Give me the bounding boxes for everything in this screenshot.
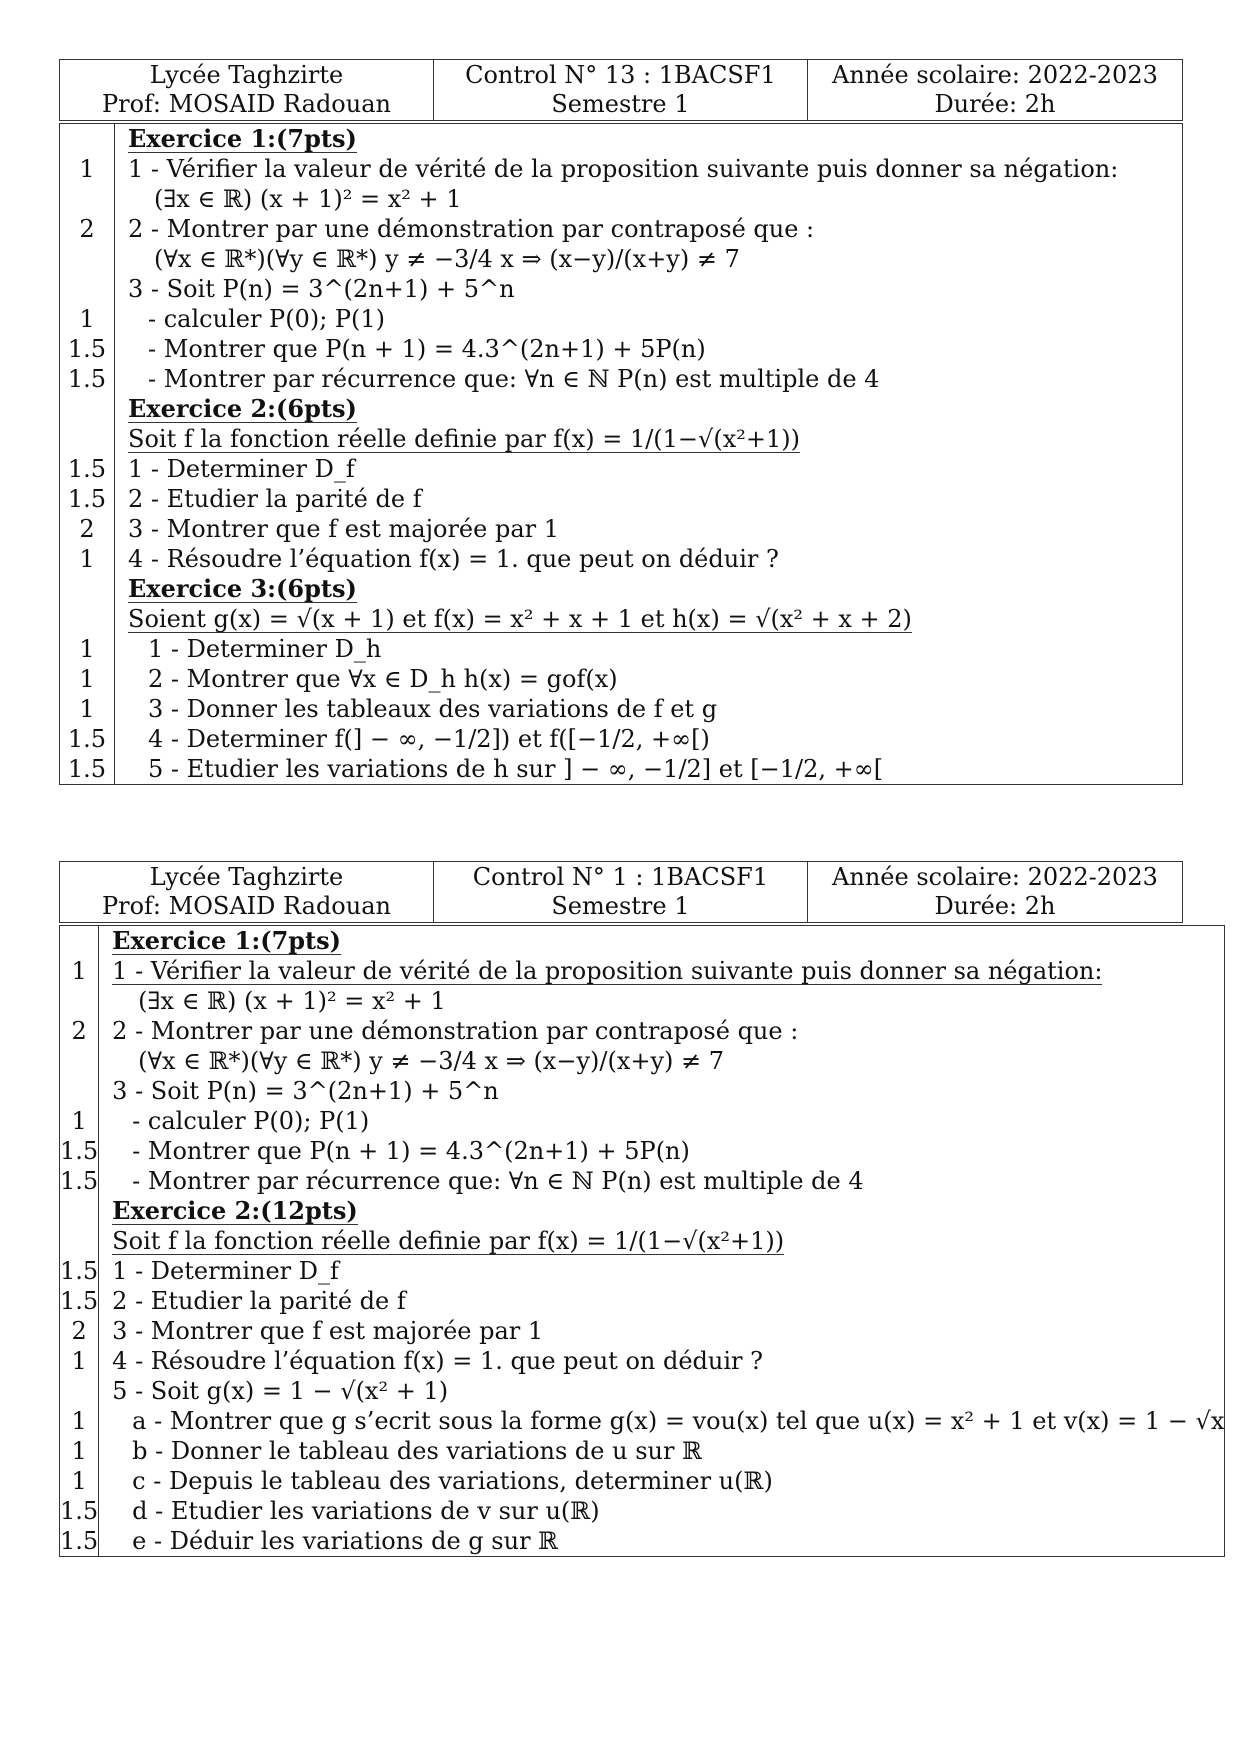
question-formula: (∃x ∈ ℝ) (x + 1)² = x² + 1 bbox=[138, 987, 446, 1015]
header-school-cell bbox=[60, 60, 434, 121]
question-text: 3 - Soit P(n) = 3^(2n+1) + 5^n bbox=[128, 275, 515, 303]
points: 1.5 bbox=[60, 364, 115, 394]
question-text: 1 - Vérifier la valeur de vérité de la proposition suivante puis donner sa négation: bbox=[128, 155, 1119, 183]
question-text: 4 - Determiner f(] − ∞, −1/2]) et f([−1/2, +∞[) bbox=[148, 725, 710, 753]
points: 1 bbox=[60, 694, 115, 724]
exam-sheet-2 bbox=[59, 861, 1225, 1557]
control-title: Control N° 1 : 1BACSF1 bbox=[472, 863, 769, 891]
points: 1.5 bbox=[60, 1137, 99, 1165]
question-row bbox=[60, 214, 1183, 244]
points bbox=[60, 184, 115, 214]
points: 1 bbox=[60, 1466, 99, 1496]
question-text: 2 - Etudier la parité de f bbox=[112, 1287, 406, 1315]
header-control-cell bbox=[433, 862, 807, 923]
question-row bbox=[60, 1376, 1225, 1406]
question-row bbox=[60, 454, 1183, 484]
points bbox=[60, 574, 115, 604]
question-row bbox=[60, 1496, 1225, 1526]
question-text: - calculer P(0); P(1) bbox=[132, 1107, 370, 1135]
points bbox=[60, 1076, 99, 1106]
exam-sheet-1 bbox=[59, 59, 1183, 785]
points: 1.5 bbox=[60, 1167, 99, 1195]
question-text: 2 - Etudier la parité de f bbox=[128, 485, 422, 513]
points bbox=[60, 1196, 99, 1226]
question-row bbox=[60, 544, 1183, 574]
question-text: 3 - Soit P(n) = 3^(2n+1) + 5^n bbox=[112, 1077, 499, 1105]
question-row bbox=[60, 244, 1183, 274]
exercise-statement: Soient g(x) = √(x + 1) et f(x) = x² + x + 1 et h(x) = √(x² + x + 2) bbox=[128, 605, 912, 633]
question-text: - Montrer par récurrence que: ∀n ∈ ℕ P(n) est multiple de 4 bbox=[132, 1167, 864, 1195]
question-text: - Montrer par récurrence que: ∀n ∈ ℕ P(n) est multiple de 4 bbox=[148, 365, 880, 393]
exam-header bbox=[59, 861, 1183, 923]
question-row bbox=[60, 1346, 1225, 1376]
points: 1.5 bbox=[60, 1527, 99, 1555]
question-row bbox=[60, 724, 1183, 754]
question-text: 3 - Donner les tableaux des variations de f et g bbox=[148, 695, 718, 723]
exam-questions bbox=[59, 123, 1183, 785]
school-year: Année scolaire: 2022-2023 bbox=[832, 863, 1158, 891]
question-text: b - Donner le tableau des variations de u sur ℝ bbox=[132, 1437, 703, 1465]
question-text: 2 - Montrer par une démonstration par contraposé que : bbox=[112, 1017, 799, 1045]
question-text: 2 - Montrer que ∀x ∈ D_h h(x) = gof(x) bbox=[148, 665, 618, 693]
question-row bbox=[60, 986, 1225, 1016]
question-row bbox=[60, 274, 1183, 304]
points bbox=[60, 274, 115, 304]
question-row bbox=[60, 1436, 1225, 1466]
question-row bbox=[60, 634, 1183, 664]
points: 2 bbox=[60, 214, 115, 244]
points: 1.5 bbox=[60, 754, 115, 785]
question-text: 1 - Determiner D_h bbox=[148, 635, 382, 663]
question-row bbox=[60, 574, 1183, 604]
question-row bbox=[60, 754, 1183, 785]
school-year: Année scolaire: 2022-2023 bbox=[832, 61, 1158, 89]
header-year-cell bbox=[807, 60, 1182, 121]
question-row bbox=[60, 1106, 1225, 1136]
points: 1 bbox=[60, 154, 115, 184]
question-row bbox=[60, 1076, 1225, 1106]
control-title: Control N° 13 : 1BACSF1 bbox=[465, 61, 776, 89]
exercise-title: Exercice 1:(7pts) bbox=[112, 926, 342, 955]
points bbox=[60, 124, 115, 155]
points bbox=[60, 1376, 99, 1406]
question-row bbox=[60, 364, 1183, 394]
question-row bbox=[60, 514, 1183, 544]
duration: Durée: 2h bbox=[934, 90, 1056, 118]
semester: Semestre 1 bbox=[551, 90, 690, 118]
points: 1 bbox=[60, 1436, 99, 1466]
points: 1 bbox=[60, 1346, 99, 1376]
question-text: d - Etudier les variations de v sur u(ℝ) bbox=[132, 1497, 600, 1525]
question-text: - calculer P(0); P(1) bbox=[148, 305, 386, 333]
question-text: 3 - Montrer que f est majorée par 1 bbox=[112, 1317, 544, 1345]
question-row bbox=[60, 926, 1225, 957]
question-text: 1 - Determiner D_f bbox=[112, 1257, 339, 1285]
points: 1.5 bbox=[60, 334, 115, 364]
exercise-statement: Soit f la fonction réelle definie par f(x) = 1/(1−√(x²+1)) bbox=[128, 425, 800, 453]
points: 1 bbox=[60, 664, 115, 694]
semester: Semestre 1 bbox=[551, 892, 690, 920]
points: 1 bbox=[60, 304, 115, 334]
question-row bbox=[60, 334, 1183, 364]
question-row bbox=[60, 124, 1183, 155]
question-row bbox=[60, 1406, 1225, 1436]
question-row bbox=[60, 604, 1183, 634]
question-row bbox=[60, 1256, 1225, 1286]
question-row bbox=[60, 956, 1225, 986]
exam-questions bbox=[59, 925, 1225, 1557]
points: 1.5 bbox=[60, 1497, 99, 1525]
header-control-cell bbox=[433, 60, 807, 121]
points: 1.5 bbox=[60, 724, 115, 754]
header-school-cell bbox=[60, 862, 434, 923]
duration: Durée: 2h bbox=[934, 892, 1056, 920]
question-row bbox=[60, 694, 1183, 724]
points bbox=[60, 424, 115, 454]
question-row bbox=[60, 1196, 1225, 1226]
question-row bbox=[60, 424, 1183, 454]
points bbox=[60, 986, 99, 1016]
question-text: 2 - Montrer par une démonstration par contraposé que : bbox=[128, 215, 815, 243]
points: 1.5 bbox=[60, 1287, 99, 1315]
points: 1.5 bbox=[60, 1257, 99, 1285]
school-name: Lycée Taghzirte bbox=[149, 863, 344, 891]
teacher-name: Prof: MOSAID Radouan bbox=[101, 892, 391, 920]
points: 2 bbox=[60, 1016, 99, 1046]
question-text: c - Depuis le tableau des variations, determiner u(ℝ) bbox=[132, 1467, 773, 1495]
question-formula: (∀x ∈ ℝ*)(∀y ∈ ℝ*) y ≠ −3/4 x ⇒ (x−y)/(x+y) ≠ 7 bbox=[154, 245, 740, 273]
question-row bbox=[60, 484, 1183, 514]
points bbox=[60, 1046, 99, 1076]
exercise-title: Exercice 1:(7pts) bbox=[128, 124, 357, 153]
question-row bbox=[60, 1226, 1225, 1256]
points bbox=[60, 244, 115, 274]
question-text: 5 - Soit g(x) = 1 − √(x² + 1) bbox=[112, 1377, 449, 1405]
question-row bbox=[60, 1286, 1225, 1316]
question-row bbox=[60, 1316, 1225, 1346]
question-row bbox=[60, 394, 1183, 424]
question-formula: (∃x ∈ ℝ) (x + 1)² = x² + 1 bbox=[154, 185, 462, 213]
question-row bbox=[60, 664, 1183, 694]
points: 1 bbox=[60, 634, 115, 664]
question-text: 1 - Vérifier la valeur de vérité de la proposition suivante puis donner sa négation: bbox=[112, 957, 1103, 985]
question-row bbox=[60, 1136, 1225, 1166]
points: 1.5 bbox=[60, 454, 115, 484]
question-row bbox=[60, 184, 1183, 214]
question-text: 1 - Determiner D_f bbox=[128, 455, 355, 483]
question-row bbox=[60, 1046, 1225, 1076]
points: 1 bbox=[60, 956, 99, 986]
points bbox=[60, 394, 115, 424]
points: 1 bbox=[60, 1106, 99, 1136]
exercise-title: Exercice 2:(6pts) bbox=[128, 394, 357, 423]
points: 2 bbox=[60, 514, 115, 544]
points bbox=[60, 604, 115, 634]
question-text: 4 - Résoudre l’équation f(x) = 1. que peut on déduir ? bbox=[128, 545, 779, 573]
exam-header bbox=[59, 59, 1183, 121]
school-name: Lycée Taghzirte bbox=[149, 61, 344, 89]
points: 1 bbox=[60, 544, 115, 574]
question-row bbox=[60, 1466, 1225, 1496]
question-row bbox=[60, 1166, 1225, 1196]
header-year-cell bbox=[807, 862, 1182, 923]
question-text: - Montrer que P(n + 1) = 4.3^(2n+1) + 5P(n) bbox=[148, 335, 706, 363]
question-text: 3 - Montrer que f est majorée par 1 bbox=[128, 515, 560, 543]
points bbox=[60, 1226, 99, 1256]
question-text: - Montrer que P(n + 1) = 4.3^(2n+1) + 5P(n) bbox=[132, 1137, 690, 1165]
points bbox=[60, 926, 99, 957]
exercise-title: Exercice 2:(12pts) bbox=[112, 1196, 358, 1225]
question-row bbox=[60, 304, 1183, 334]
exercise-title: Exercice 3:(6pts) bbox=[128, 574, 357, 603]
question-row bbox=[60, 1526, 1225, 1557]
question-formula: (∀x ∈ ℝ*)(∀y ∈ ℝ*) y ≠ −3/4 x ⇒ (x−y)/(x+y) ≠ 7 bbox=[138, 1047, 725, 1075]
teacher-name: Prof: MOSAID Radouan bbox=[101, 90, 391, 118]
exercise-statement: Soit f la fonction réelle definie par f(x) = 1/(1−√(x²+1)) bbox=[112, 1227, 785, 1255]
question-text: 4 - Résoudre l’équation f(x) = 1. que peut on déduir ? bbox=[112, 1347, 764, 1375]
points: 2 bbox=[60, 1316, 99, 1346]
question-text: a - Montrer que g s’ecrit sous la forme g(x) = vou(x) tel que u(x) = x² + 1 et v(x) = 1 − √x bbox=[132, 1407, 1225, 1435]
question-text: e - Déduir les variations de g sur ℝ bbox=[132, 1527, 559, 1555]
points: 1.5 bbox=[60, 484, 115, 514]
points: 1 bbox=[60, 1406, 99, 1436]
question-row bbox=[60, 1016, 1225, 1046]
question-text: 5 - Etudier les variations de h sur ] − ∞, −1/2] et [−1/2, +∞[ bbox=[148, 755, 884, 783]
question-row bbox=[60, 154, 1183, 184]
